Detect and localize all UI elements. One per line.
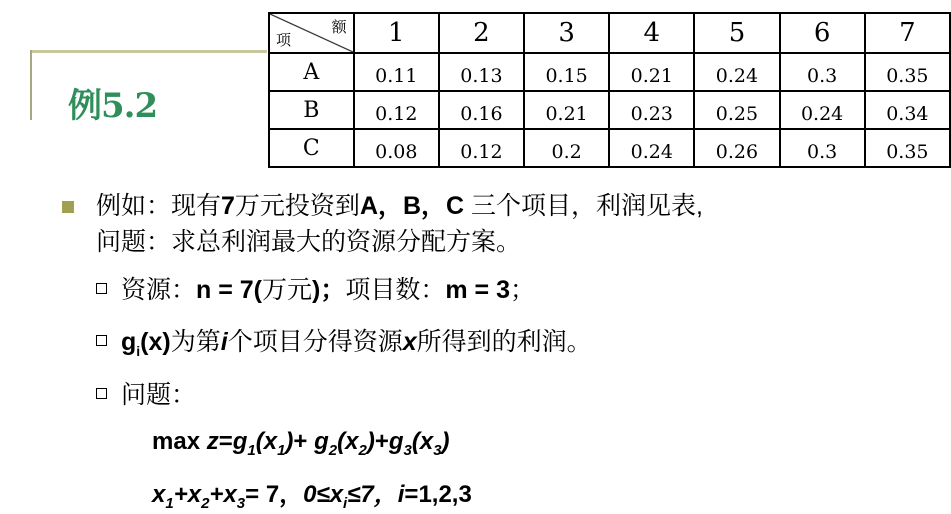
profit-table bbox=[268, 12, 951, 168]
table-cell: 0.21 bbox=[524, 91, 609, 129]
table-cell: 0.12 bbox=[439, 129, 524, 167]
corner-right-label: 额 bbox=[331, 18, 347, 36]
table-cell: 0.35 bbox=[865, 53, 950, 91]
table-cell: 0.16 bbox=[439, 91, 524, 129]
table-cell: 0.3 bbox=[780, 129, 865, 167]
row-label: C bbox=[269, 129, 354, 167]
table-cell: 0.11 bbox=[354, 53, 439, 91]
table-cell: 0.25 bbox=[694, 91, 779, 129]
column-header: 1 bbox=[354, 13, 439, 53]
column-header: 2 bbox=[439, 13, 524, 53]
table-header-row bbox=[269, 13, 950, 53]
table-row bbox=[269, 53, 950, 91]
table-cell: 0.3 bbox=[780, 53, 865, 91]
table-row bbox=[269, 129, 950, 167]
table-cell: 0.26 bbox=[694, 129, 779, 167]
sub-bullet-resources: 资源：n = 7(万元)；项目数：m = 3； bbox=[96, 273, 535, 307]
table-cell: 0.24 bbox=[694, 53, 779, 91]
slide-title: 例5.2 bbox=[68, 86, 158, 126]
column-header: 5 bbox=[694, 13, 779, 53]
sub-bullet-problem: 问题： bbox=[96, 378, 196, 412]
table-corner-cell bbox=[269, 13, 354, 53]
bullet-line-2: 问题：求总利润最大的资源分配方案。 bbox=[96, 228, 522, 256]
table-cell: 0.15 bbox=[524, 53, 609, 91]
table-cell: 0.13 bbox=[439, 53, 524, 91]
column-header: 6 bbox=[780, 13, 865, 53]
table-cell: 0.2 bbox=[524, 129, 609, 167]
constraint-formula: $x_1+x_2+x_3= 7$，$0\le x_i\le 7$，i=1,2,3 bbox=[152, 481, 472, 512]
sub-bullet-definition: $g_i(x)$为第i个项目分得资源x所得到的利润。 bbox=[96, 325, 592, 368]
table-row bbox=[269, 91, 950, 129]
table-cell: 0.24 bbox=[609, 129, 694, 167]
main-bullet bbox=[62, 188, 932, 260]
table-cell: 0.23 bbox=[609, 91, 694, 129]
table-cell: 0.35 bbox=[865, 129, 950, 167]
objective-formula: $\max z=g_1(x_1)+ g_2(x_2)+g_3(x_3)$ bbox=[152, 428, 450, 459]
row-label: B bbox=[269, 91, 354, 129]
table-cell: 0.34 bbox=[865, 91, 950, 129]
column-header: 7 bbox=[865, 13, 950, 53]
column-header: 3 bbox=[524, 13, 609, 53]
hollow-square-bullet-icon bbox=[96, 283, 107, 294]
table-cell: 0.21 bbox=[609, 53, 694, 91]
row-label: A bbox=[269, 53, 354, 91]
hollow-square-bullet-icon bbox=[96, 335, 107, 346]
table-cell: 0.12 bbox=[354, 91, 439, 129]
table-cell: 0.08 bbox=[354, 129, 439, 167]
bullet-line-1: 例如：现有7万元投资到A，B，C 三个项目，利润见表, bbox=[96, 192, 704, 220]
decorative-line bbox=[30, 50, 32, 120]
table-cell: 0.24 bbox=[780, 91, 865, 129]
decorative-line bbox=[30, 50, 267, 53]
column-header: 4 bbox=[609, 13, 694, 53]
hollow-square-bullet-icon bbox=[96, 388, 107, 399]
corner-left-label: 项 bbox=[276, 31, 292, 49]
